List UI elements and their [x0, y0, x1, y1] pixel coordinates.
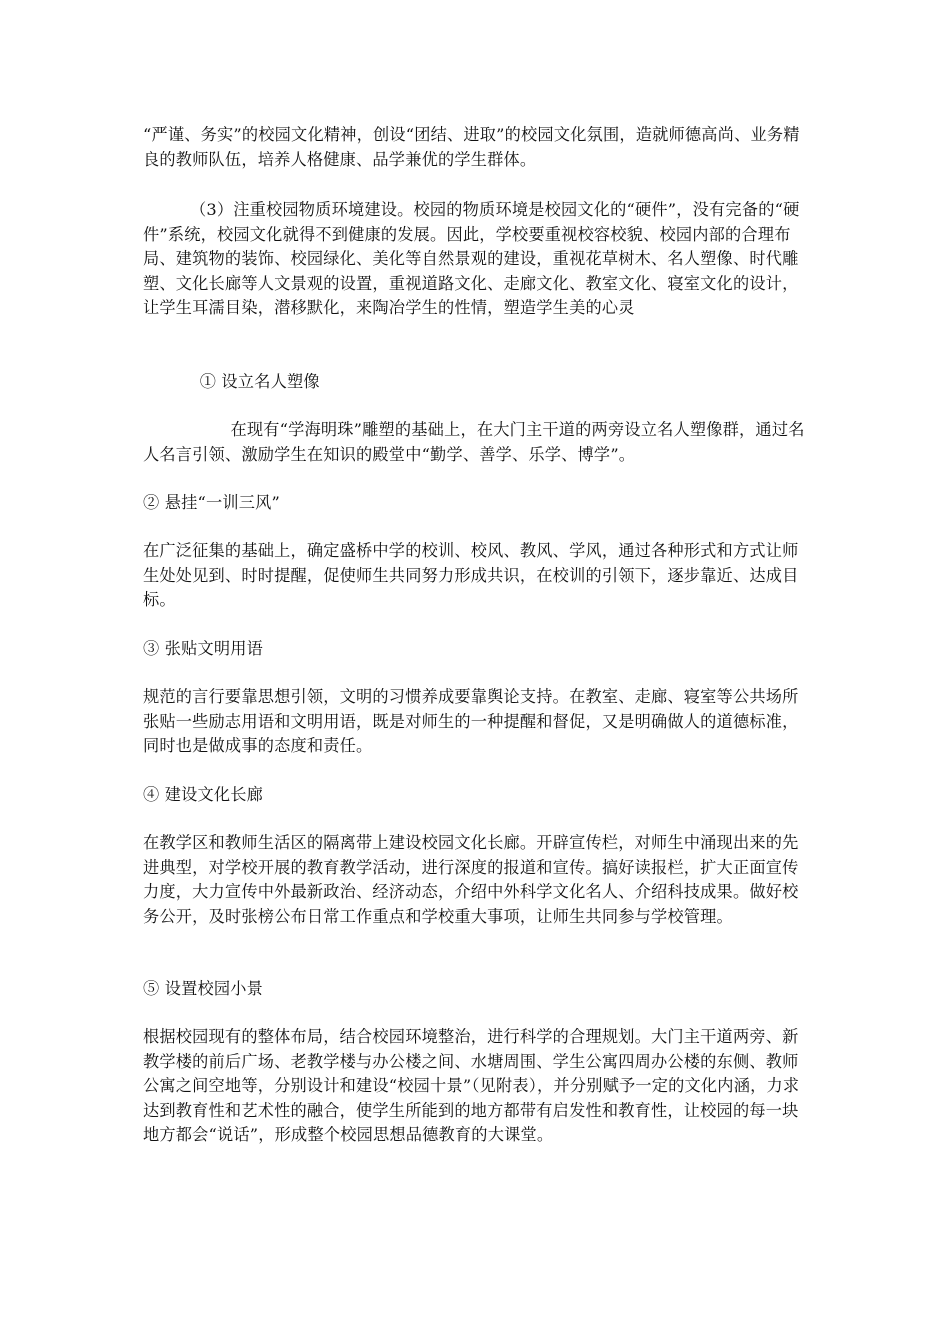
- paragraph-culture-corridor: 在教学区和教师生活区的隔离带上建设校园文化长廊。开辟宣传栏，对师生中涌现出来的先进典型，对学校开展的教育教学活动，进行深度的报道和宣传。搞好读报栏，扩大正面宣传力度，大力宣传中外最新政治、经济动态，介绍中外科学文化名人、介绍科技成果。做好校务公开，及时张榜公布日常工作重点和学校重大事项，让师生共同参与学校管理。: [143, 833, 799, 926]
- paragraph-civilized-language: 规范的言行要靠思想引领，文明的习惯养成要靠舆论支持。在教室、走廊、寝室等公共场所张贴一些励志用语和文明用语，既是对师生的一种提醒和督促，又是明确做人的道德标准，同时也是做成事的态度和责任。: [143, 687, 799, 756]
- paragraph-physical-environment: （3）注重校园物质环境建设。校园的物质环境是校园文化的“硬件”，没有完备的“硬件”系统，校园文化就得不到健康的发展。因此，学校要重视校容校貌、校园内部的合理布局、建筑物的装饰、校园绿化、美化等自然景观的建设，重视花草树木、名人塑像、时代雕塑、文化长廊等人文景观的设置，重视道路文化、走廊文化、教室文化、寝室文化的设计，让学生耳濡目染，潜移默化，来陶冶学生的性情，塑造学生美的心灵: [143, 200, 800, 318]
- paragraph-motto-and-styles: 在广泛征集的基础上，确定盛桥中学的校训、校风、教风、学风，通过各种形式和方式让师生处处见到、时时提醒，促使师生共同努力形成共识，在校训的引领下，逐步靠近、达成目标。: [143, 541, 799, 610]
- heading-culture-corridor: ④ 建设文化长廊: [143, 785, 264, 804]
- paragraph-campus-scenery: 根据校园现有的整体布局，结合校园环境整治，进行科学的合理规划。大门主干道两旁、新教学楼的前后广场、老教学楼与办公楼之间、水塘周围、学生公寓四周办公楼的东侧、教师公寓之间空地等，分别设计和建设“校园十景”（见附表），并分别赋予一定的文化内涵，力求达到教育性和艺术性的融合，使学生所能到的地方都带有启发性和教育性，让校园的每一块地方都会“说话”，形成整个校园思想品德教育的大课堂。: [143, 1027, 800, 1145]
- heading-civilized-language: ③ 张贴文明用语: [143, 639, 264, 658]
- paragraph-celebrity-statues: 在现有“学海明珠”雕塑的基础上，在大门主干道的两旁设立名人塑像群，通过名人名言引领、激励学生在知识的殿堂中“勤学、善学、乐学、博学”。: [143, 420, 805, 464]
- heading-campus-scenery: ⑤ 设置校园小景: [143, 979, 264, 998]
- heading-motto-and-styles: ② 悬挂“一训三风”: [143, 493, 281, 512]
- heading-celebrity-statues: ① 设立名人塑像: [199, 372, 320, 391]
- paragraph-campus-spirit: “严谨、务实”的校园文化精神，创设“团结、进取”的校园文化氛围，造就师德高尚、业务精良的教师队伍，培养人格健康、品学兼优的学生群体。: [143, 125, 800, 169]
